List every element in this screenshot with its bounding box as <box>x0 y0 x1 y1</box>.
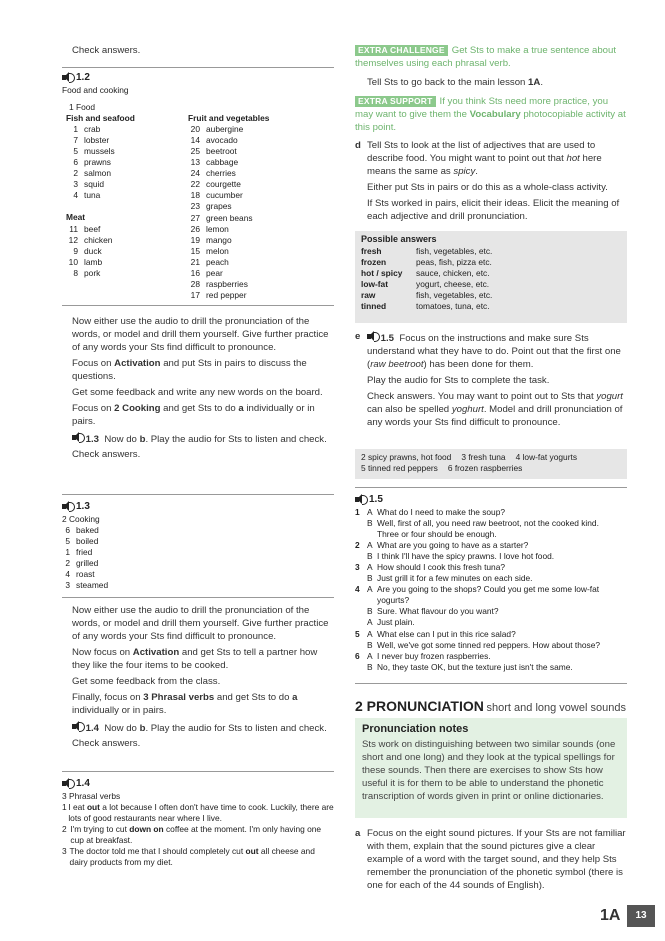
item-number: 9 <box>73 245 78 256</box>
answer-row <box>361 290 621 301</box>
answer-item: 3 fresh tuna <box>461 452 506 462</box>
item-number: 2 <box>65 557 70 568</box>
line-text: Sure. What flavour do you want? <box>377 606 499 617</box>
item-word: lemon <box>206 223 229 234</box>
script-subtitle: Food and cooking <box>62 84 129 95</box>
paragraph: Focus on Activation and put Sts in pairs to discuss the questions. <box>72 357 307 382</box>
item-word: chicken <box>84 234 113 245</box>
section-subtitle: short and long vowel sounds <box>486 702 626 714</box>
item-word: lobster <box>84 134 110 145</box>
speaker-label: B <box>367 573 373 584</box>
item-word: pear <box>206 268 223 278</box>
dialogue-line <box>355 551 627 562</box>
item-word: crab <box>84 123 101 134</box>
section-title: 2 PRONUNCIATION <box>355 698 484 714</box>
item-word: grapes <box>206 201 232 212</box>
item-number: 26 <box>190 223 200 234</box>
item-number: 20 <box>190 123 200 134</box>
item-word: boiled <box>76 535 99 546</box>
speaker-label: B <box>367 606 373 617</box>
item-word: fried <box>76 546 93 557</box>
item-word: melon <box>206 245 229 256</box>
item-number: 14 <box>190 134 200 145</box>
cooking-item <box>58 580 334 591</box>
dialogue-line <box>355 540 627 551</box>
paragraph: Now either use the audio to drill the pronunciation of the words, or model and drill them yourself. Give further practice of any words your Sts find difficult to pronounce. <box>72 605 329 642</box>
line-text: No, they taste OK, but the texture just isn't the same. <box>377 661 573 672</box>
line-number: 5 <box>355 628 360 639</box>
item-number: 10 <box>68 256 78 267</box>
paragraph: Now either use the audio to drill the pronunciation of the words, or model and drill them yourself. Give further practice of any words your Sts find difficult to pronounce. <box>72 316 329 353</box>
divider <box>62 305 334 306</box>
food-column-1: Fish and seafood 1 crab 7 lobster 5 mussels 6 prawns 2 salmon 3 squid 4 tuna Meat 11 beef 12 chicken 9 duck 10 lamb 8 pork <box>66 113 188 302</box>
food-item <box>188 179 269 190</box>
dialogue-line <box>355 662 627 673</box>
food-item <box>188 168 269 179</box>
examples: tomatoes, tuna, etc. <box>416 301 490 312</box>
examples: yogurt, cheese, etc. <box>416 279 490 290</box>
phrasal-verb: out <box>245 845 259 856</box>
text: I eat <box>68 801 87 812</box>
item-word: mango <box>206 234 232 245</box>
item-word: mussels <box>84 145 115 156</box>
adjective: raw <box>361 290 376 301</box>
food-item <box>66 224 188 235</box>
food-item <box>66 124 188 135</box>
line-number <box>355 640 367 651</box>
item-number: 2 <box>62 823 67 834</box>
phrasal-verb: out <box>86 801 100 812</box>
food-item <box>188 190 269 201</box>
item-number: 4 <box>65 568 70 579</box>
text: a lot because I often don't have time to cook. Luckily, there are lots of good restaurants near where I live. <box>68 801 334 823</box>
line-text: What are you going to have as a starter? <box>377 539 529 550</box>
item-number: 12 <box>68 234 78 245</box>
speaker-icon <box>62 778 73 789</box>
item-word: steamed <box>76 580 109 591</box>
item-number: 11 <box>69 223 78 234</box>
divider <box>355 487 627 488</box>
right-top <box>355 45 627 138</box>
script-subtitle: 3 Phrasal verbs <box>62 790 121 801</box>
line-text: I never buy frozen raspberries. <box>377 650 491 661</box>
item-number: 23 <box>190 201 200 212</box>
paragraph: Tell Sts to look at the list of adjectives that are used to describe food. You might want to point out that hot here means the same as spicy. <box>367 140 602 177</box>
item-word: aubergine <box>206 123 244 134</box>
speaker-label: A <box>367 584 373 595</box>
speaker-label: A <box>367 561 373 572</box>
lesson-label: 1A <box>600 907 621 924</box>
item-number: 18 <box>190 190 200 201</box>
paragraph: Tell Sts to go back to the main lesson 1A. <box>367 76 543 88</box>
answer-item: 4 low-fat yogurts <box>515 452 578 462</box>
food-item <box>66 135 188 146</box>
speaker-label: B <box>367 517 373 528</box>
divider <box>62 771 334 772</box>
examples: sauce, chicken, etc. <box>416 268 490 279</box>
left-body-1 <box>72 316 334 465</box>
paragraph: 1.3 Now do b. Play the audio for Sts to listen and check. <box>72 432 334 447</box>
line-number <box>355 518 367 529</box>
item-number: 6 <box>65 524 70 535</box>
item-number: 17 <box>190 290 200 301</box>
item-number: 5 <box>65 535 70 546</box>
item-number: 16 <box>190 268 200 278</box>
dialogue-line <box>355 617 627 628</box>
divider <box>62 597 334 598</box>
audio-heading: 1.5 <box>355 493 627 507</box>
item-word: beef <box>84 223 101 234</box>
sentence-text <box>70 846 334 868</box>
item-word: tuna <box>84 190 101 201</box>
dialogue-line <box>355 584 627 595</box>
item-word: grilled <box>76 557 99 568</box>
food-item <box>66 179 188 190</box>
dialogue-line <box>355 518 627 529</box>
answer-row <box>361 268 621 279</box>
item-word: prawns <box>84 157 111 168</box>
item-number: 19 <box>190 234 200 245</box>
examples: fish, vegetables, etc. <box>416 290 493 301</box>
paragraph: Finally, focus on 3 Phrasal verbs and get Sts to do a individually or in pairs. <box>72 691 298 716</box>
food-item <box>188 224 269 235</box>
item-word: salmon <box>84 168 111 179</box>
food-item <box>188 157 269 168</box>
line-text: How should I cook this fresh tuna? <box>377 561 506 572</box>
audio-script-1-5 <box>355 493 627 673</box>
divider <box>62 494 334 495</box>
speaker-icon <box>62 72 73 83</box>
item-number: 5 <box>73 145 78 156</box>
check-answers-text: Check answers. <box>72 45 141 56</box>
notes-heading: Pronunciation notes <box>362 723 469 735</box>
speaker-label <box>367 595 377 606</box>
item-number: 4 <box>73 190 78 201</box>
speaker-icon <box>72 721 83 732</box>
answer-row <box>361 257 621 268</box>
line-number: 3 <box>355 561 360 572</box>
speaker-icon <box>367 331 378 342</box>
pronunciation-heading <box>355 697 627 716</box>
speaker-label: B <box>367 550 373 561</box>
extra-support-tag: EXTRA SUPPORT <box>355 96 436 107</box>
food-item <box>66 157 188 168</box>
script-subtitle: 2 Cooking <box>62 513 100 524</box>
item-number: 1 <box>65 546 70 557</box>
cooking-item <box>58 536 334 547</box>
answer-row <box>361 279 621 290</box>
line-number <box>355 617 367 628</box>
item-word: avocado <box>206 134 238 145</box>
section-e <box>367 331 627 433</box>
paragraph: Play the audio for Sts to complete the task. <box>367 374 550 386</box>
item-number: 25 <box>190 145 200 156</box>
answer-item: 5 tinned red peppers <box>361 463 438 474</box>
item-number: 21 <box>190 256 200 267</box>
food-item <box>188 235 269 246</box>
line-text: What do I need to make the soup? <box>377 506 506 517</box>
page-number: 13 <box>627 905 655 927</box>
item-number: 1 <box>62 801 67 812</box>
line-number <box>355 662 367 673</box>
dialogue-line <box>355 573 627 584</box>
item-word: pork <box>84 267 101 278</box>
item-number: 27 <box>190 212 200 223</box>
label-d: d <box>355 140 361 151</box>
item-number: 28 <box>190 279 200 290</box>
line-text: yogurts? <box>377 595 410 606</box>
cooking-item <box>58 558 334 569</box>
audio-script-1-2 <box>62 71 334 301</box>
paragraph: Check answers. You may want to point out to Sts that yogurt can also be spelled yoghurt. Model and drill pronunciation of any words your Sts find difficult to pronounce. <box>367 390 623 428</box>
item-number: 8 <box>73 267 78 278</box>
item-number: 24 <box>190 168 200 179</box>
paragraph: 1.4 Now do b. Play the audio for Sts to listen and check. <box>72 721 334 736</box>
food-item <box>188 124 269 135</box>
dialogue-line <box>355 595 627 606</box>
line-text: Three or four should be enough. <box>377 528 497 539</box>
line-number <box>355 573 367 584</box>
answer-item: 2 spicy prawns, hot food <box>361 452 452 462</box>
paragraph: Either put Sts in pairs or do this as a whole-class activity. <box>367 181 608 193</box>
line-text: I think I'll have the spicy prawns. I love hot food. <box>377 550 555 561</box>
speaker-label: A <box>367 506 373 517</box>
item-word: green beans <box>206 212 253 223</box>
paragraph: Get some feedback and write any new words on the board. <box>72 386 323 398</box>
line-number <box>355 529 367 540</box>
item-number: 22 <box>190 179 200 190</box>
speaker-label: A <box>367 539 373 550</box>
paragraph: Check answers. <box>72 738 141 750</box>
dialogue-line <box>355 640 627 651</box>
item-word: cucumber <box>206 190 243 201</box>
cooking-item <box>58 547 334 558</box>
divider <box>62 67 334 68</box>
text: all cheese and dairy products from my diet. <box>69 845 315 868</box>
item-number: 3 <box>62 845 67 856</box>
audio-script-1-4 <box>62 777 334 868</box>
line-number: 1 <box>355 506 360 517</box>
line-text: Well, first of all, you need raw beetroot, not the cooked kind. <box>377 517 599 528</box>
possible-answers-box <box>355 231 627 323</box>
extra-support: EXTRA SUPPORT If you think Sts need more practice, you may want to give them the Vocabulary photocopiable activity at this point. <box>355 95 626 133</box>
audio-heading: 1.2 <box>62 71 334 85</box>
dialogue-line <box>355 606 627 617</box>
item-number: 3 <box>73 179 78 190</box>
speaker-icon <box>62 501 73 512</box>
paragraph: Now focus on Activation and get Sts to tell a partner how they like the four items to be cooked. <box>72 646 318 671</box>
phrasal-verb: down on <box>129 823 164 834</box>
food-item <box>66 235 188 246</box>
food-item <box>188 213 269 224</box>
item-word: lamb <box>84 256 103 267</box>
line-text: What else can I put in this rice salad? <box>377 628 516 639</box>
item-word: red pepper <box>206 290 247 301</box>
food-item <box>188 246 269 257</box>
line-number: 4 <box>355 584 360 595</box>
sentence-text <box>70 824 334 846</box>
paragraph: Focus on 2 Cooking and get Sts to do a individually or in pairs. <box>72 402 315 427</box>
paragraph: Check answers. <box>72 449 141 461</box>
food-item <box>66 257 188 268</box>
item-number: 13 <box>190 157 200 168</box>
line-text: Just grill it for a few minutes on each side. <box>377 573 533 584</box>
item-word: cabbage <box>206 157 239 168</box>
food-item <box>66 190 188 201</box>
line-number: 2 <box>355 539 360 550</box>
item-word: cherries <box>206 168 236 179</box>
left-check-answers <box>62 45 334 61</box>
food-item <box>66 146 188 157</box>
possible-answers-heading: Possible answers <box>361 234 437 244</box>
speaker-label <box>367 529 377 540</box>
item-word: squid <box>84 179 105 190</box>
paragraph: 1.5 Focus on the instructions and make sure Sts understand what they have to do. Point out that the first one (raw beetroot) has been done for them. <box>367 333 621 370</box>
phrasal-sentence <box>62 824 334 846</box>
pronunciation-notes-box <box>355 718 627 818</box>
dialogue-line <box>355 651 627 662</box>
dialogue-line <box>355 562 627 573</box>
answer-key-box <box>355 449 627 479</box>
item-word: raspberries <box>206 279 248 290</box>
food-item <box>188 268 269 279</box>
audio-heading: 1.4 <box>62 777 334 791</box>
speaker-label: A <box>367 628 373 639</box>
label-e: e <box>355 331 361 342</box>
food-item <box>66 246 188 257</box>
food-item <box>188 279 269 290</box>
audio-script-1-3 <box>62 500 334 591</box>
audio-heading: 1.3 <box>62 500 334 514</box>
text: I'm trying to cut <box>70 823 130 834</box>
item-word: roast <box>76 568 95 579</box>
item-number: 2 <box>73 168 78 179</box>
line-text: Just plain. <box>377 617 415 628</box>
divider <box>355 683 627 684</box>
speaker-label: B <box>367 639 373 650</box>
food-item <box>188 146 269 157</box>
adjective: fresh <box>361 245 382 256</box>
text: coffee at the moment. I'm only having one cup at breakfast. <box>70 823 322 845</box>
item-word: beetroot <box>206 145 237 156</box>
text: The doctor told me that I should completely cut <box>69 845 246 856</box>
extra-challenge: EXTRA CHALLENGE Get Sts to make a true sentence about themselves using each phrasal verb. <box>355 45 617 69</box>
phrasal-sentence <box>62 802 334 824</box>
adjective: hot / spicy <box>361 268 403 279</box>
item-word: courgette <box>206 179 241 190</box>
food-item <box>188 257 269 268</box>
extra-challenge-tag: EXTRA CHALLENGE <box>355 45 448 56</box>
line-text: Are you going to the shops? Could you get me some low-fat <box>377 584 600 595</box>
adjective: frozen <box>361 256 387 267</box>
item-number: 1 <box>73 123 78 134</box>
cooking-item <box>58 569 334 580</box>
speaker-icon <box>72 432 83 443</box>
section-d <box>367 140 627 227</box>
food-item <box>188 290 269 301</box>
speaker-label: A <box>367 617 373 628</box>
food-column-2: Fruit and vegetables 20 aubergine 14 avocado 25 beetroot 13 cabbage 24 cherries 22 courgette 18 cucumber 23 grapes 27 green beans 26 lemon 19 mango 15 melon 21 peach 16 pear 28 raspberries 17 red pepper <box>188 112 270 301</box>
dialogue-line <box>355 529 627 540</box>
answer-row <box>361 301 621 312</box>
item-word: peach <box>206 256 229 267</box>
script-section: 1 Food <box>69 101 96 112</box>
label-a: a <box>355 828 361 839</box>
speaker-label: B <box>367 661 373 672</box>
notes-text: Sts work on distinguishing between two similar sounds (one short and one long) and they look at the typical spellings for these sounds. Then there are exercises to show Sts how useful it is for them to be able to understand the phonetic transcription of words given in print or online dictionaries. <box>362 738 616 802</box>
line-number <box>355 606 367 617</box>
item-word: duck <box>84 245 102 256</box>
answer-item: 6 frozen raspberries <box>447 463 523 474</box>
line-text: Well, we've got some tinned red peppers. How about those? <box>377 639 601 650</box>
food-item <box>66 168 188 179</box>
section-a <box>367 828 627 896</box>
speaker-icon <box>355 494 366 505</box>
item-word: baked <box>76 524 99 535</box>
line-number: 6 <box>355 650 360 661</box>
food-item <box>66 268 188 279</box>
item-number: 15 <box>190 245 200 256</box>
examples: peas, fish, pizza etc. <box>416 256 492 267</box>
cooking-item <box>58 525 334 536</box>
item-number: 3 <box>65 580 70 591</box>
examples: fish, vegetables, etc. <box>416 245 493 256</box>
line-number <box>355 595 367 606</box>
adjective: tinned <box>361 301 387 312</box>
dialogue-line <box>355 629 627 640</box>
left-body-2 <box>72 605 334 754</box>
line-number <box>355 551 367 562</box>
paragraph: Get some feedback from the class. <box>72 675 221 687</box>
adjective: low-fat <box>361 279 388 290</box>
item-number: 7 <box>73 134 78 145</box>
sentence-text <box>68 802 334 824</box>
speaker-label: A <box>367 650 373 661</box>
paragraph: If Sts worked in pairs, elicit their ideas. Elicit the meaning of each adjective and drill pronunciation. <box>367 197 620 222</box>
food-item <box>188 135 269 146</box>
dialogue-line <box>355 507 627 518</box>
phrasal-sentence <box>62 846 334 868</box>
paragraph: Focus on the eight sound pictures. If your Sts are not familiar with them, explain that the sound pictures give a clear example of a word with the target sound, and they help Sts remember the pronunciation of the phonetic symbol (there is one for each of the 44 sounds of English). <box>367 828 626 891</box>
food-item <box>188 201 269 212</box>
item-number: 6 <box>73 157 78 168</box>
answer-row <box>361 246 621 257</box>
